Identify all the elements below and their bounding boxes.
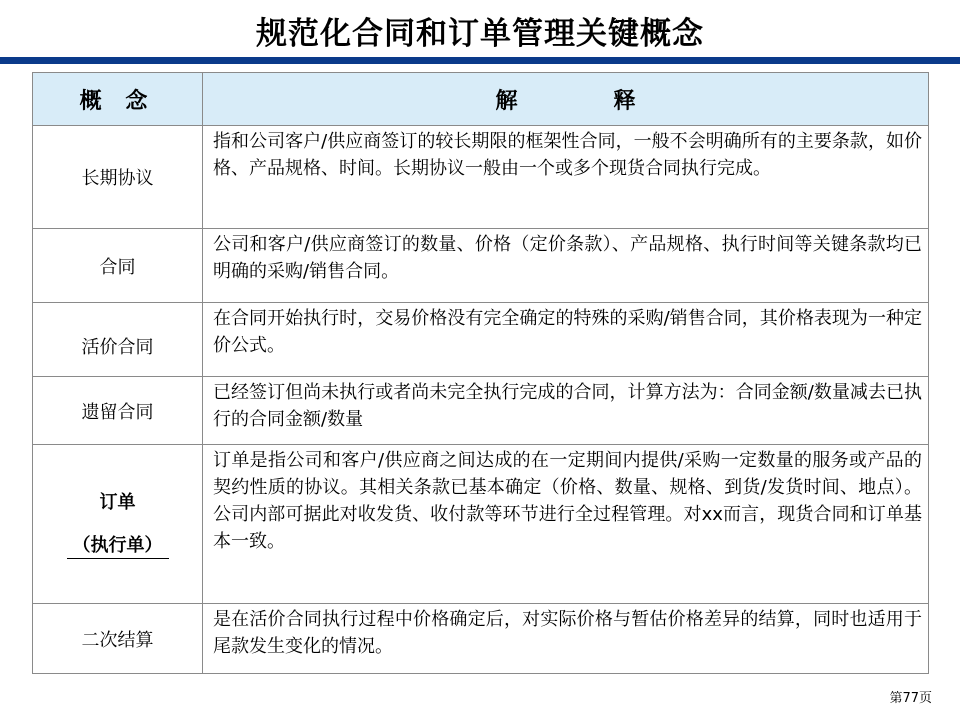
table-row [33,604,929,674]
explanation-cell: 是在活价合同执行过程中价格确定后，对实际价格与暂估价格差异的结算，同时也适用于尾款发生变化的情况。 [203,604,929,674]
concept-order-label: 订单 [99,491,136,513]
concepts-table [32,72,929,674]
table-row [33,377,929,445]
table-header-row [33,73,929,126]
header-concept: 概 念 [33,73,203,126]
page-number: 第77页 [889,691,932,706]
title-divider [0,57,960,64]
slide-title: 规范化合同和订单管理关键概念 [256,16,704,52]
header-explanation-left: 解 [495,88,518,114]
header-explanation-right: 释 [613,88,636,114]
header-explanation [203,73,929,126]
concept-order-sublabel: （执行单） [67,534,169,559]
explanation-cell: 已经签订但尚未执行或者尚未完全执行完成的合同，计算方法为：合同金额/数量减去已执行的合同金额/数量 [203,377,929,445]
explanation-cell: 订单是指公司和客户/供应商之间达成的在一定期间内提供/采购一定数量的服务或产品的契约性质的协议。其相关条款已基本确定（价格、数量、规格、到货/发货时间、地点）。公司内部可据此对收发货、收付款等环节进行全过程管理。对xx而言，现货合同和订单基本一致。 [203,445,929,604]
concept-cell: 活价合同 [33,303,203,377]
concept-cell [33,445,203,604]
explanation-cell: 指和公司客户/供应商签订的较长期限的框架性合同，一般不会明确所有的主要条款，如价格、产品规格、时间。长期协议一般由一个或多个现货合同执行完成。 [203,126,929,229]
concept-cell: 长期协议 [33,126,203,229]
table-row [33,445,929,604]
table-row [33,229,929,303]
concept-cell: 合同 [33,229,203,303]
explanation-cell: 在合同开始执行时，交易价格没有完全确定的特殊的采购/销售合同，其价格表现为一种定价公式。 [203,303,929,377]
table-row [33,303,929,377]
table-row [33,126,929,229]
concept-cell: 遗留合同 [33,377,203,445]
concept-cell: 二次结算 [33,604,203,674]
explanation-cell: 公司和客户/供应商签订的数量、价格（定价条款）、产品规格、执行时间等关键条款均已明确的采购/销售合同。 [203,229,929,303]
